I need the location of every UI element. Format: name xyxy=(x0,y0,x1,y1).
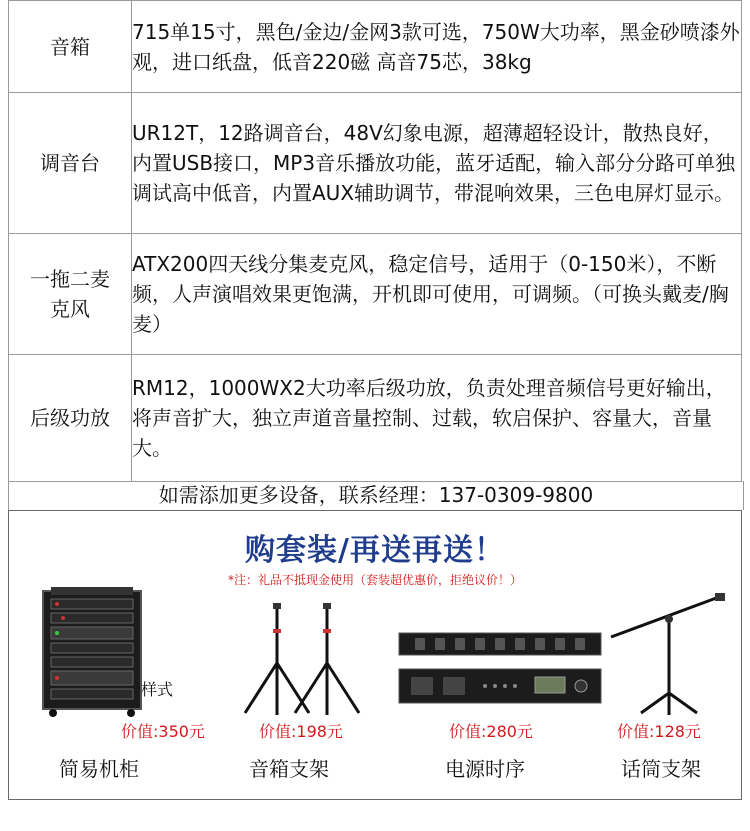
table-row xyxy=(9,234,742,355)
row-label: 音箱 xyxy=(9,1,132,93)
gift-name: 音箱支架 xyxy=(249,757,329,781)
gift-price: 价值:198元 xyxy=(259,722,343,741)
contact-line: 如需添加更多设备，联系经理：137-0309-9800 xyxy=(8,481,744,510)
rack-cabinet-icon xyxy=(37,583,147,718)
spec-table xyxy=(8,0,742,482)
row-label: 调音台 xyxy=(9,93,132,234)
promo-panel xyxy=(8,510,742,800)
gift-name: 电源时序 xyxy=(445,757,525,781)
gift-price: 价值:350元 xyxy=(121,722,205,741)
promo-subtitle: *注：礼品不抵现金使用（套装超优惠价，拒绝议价！） xyxy=(227,573,522,587)
row-desc: 715单15寸，黑色/金边/金网3款可选，750W大功率，黑金砂喷漆外观，进口纸盘，低音220磁 高音75芯，38kg xyxy=(132,1,742,93)
gift-name: 简易机柜 xyxy=(59,757,139,781)
promo-title: 购套装/再送再送！ xyxy=(245,533,505,568)
style-note: 样式 xyxy=(141,680,174,699)
table-row xyxy=(9,355,742,482)
row-label: 一拖二麦克风 xyxy=(9,234,132,355)
table-row xyxy=(9,1,742,93)
table-row xyxy=(9,93,742,234)
row-desc: ATX200四天线分集麦克风，稳定信号，适用于（0-150米），不断频，人声演唱效果更饱满，开机即可使用，可调频。（可换头戴麦/胸麦） xyxy=(132,234,742,355)
row-label: 后级功放 xyxy=(9,355,132,482)
gift-price: 价值:128元 xyxy=(617,722,701,741)
speaker-stand-icon xyxy=(237,603,367,718)
gift-name: 话筒支架 xyxy=(621,757,701,781)
row-desc: RM12，1000WX2大功率后级功放，负责处理音频信号更好输出，将声音扩大，独立声道音量控制、过载，软启保护、容量大，音量大。 xyxy=(132,355,742,482)
power-sequencer-icon xyxy=(395,629,605,709)
mic-stand-icon xyxy=(607,589,729,719)
row-desc: UR12T，12路调音台，48V幻象电源，超薄超轻设计，散热良好，内置USB接口，MP3音乐播放功能，蓝牙适配，输入部分分路可单独调试高中低音，内置AUX辅助调节，带混响效果，三色电屏灯显示。 xyxy=(132,93,742,234)
gift-price: 价值:280元 xyxy=(449,722,533,741)
